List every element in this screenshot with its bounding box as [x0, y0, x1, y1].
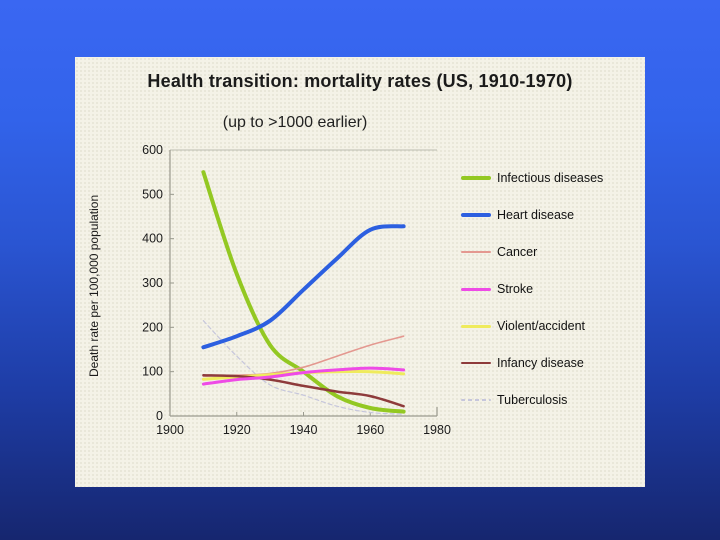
legend-item: [461, 170, 603, 186]
chart-title: Health transition: mortality rates (US, 1910-1970): [147, 71, 573, 91]
legend-label: Violent/accident: [497, 319, 586, 333]
y-tick-label: 400: [142, 231, 163, 246]
line-chart-plot: [142, 143, 460, 450]
legend-swatch: [461, 399, 491, 401]
legend-swatch: [461, 251, 491, 253]
legend-label: Cancer: [497, 245, 538, 259]
y-tick-label: 200: [142, 320, 163, 335]
legend-swatch: [461, 325, 491, 328]
legend-swatch: [461, 176, 491, 180]
x-tick-label: 1920: [222, 423, 251, 437]
y-tick-label: 300: [142, 276, 163, 290]
legend-label: Tuberculosis: [497, 393, 568, 407]
chart-legend: [461, 170, 603, 408]
legend-item: [461, 244, 603, 260]
y-tick-label: 600: [142, 143, 163, 157]
legend-item: [461, 281, 603, 297]
series-line-heart-disease: [203, 226, 403, 347]
y-axis-label: Death rate per 100,000 population: [87, 194, 101, 378]
legend-label: Stroke: [497, 282, 534, 296]
legend-label: Heart disease: [497, 208, 575, 222]
legend-swatch: [461, 213, 491, 217]
x-tick-label: 1900: [156, 423, 184, 437]
x-tick-label: 1980: [423, 423, 451, 437]
legend-item: [461, 207, 603, 223]
legend-label: Infectious diseases: [497, 171, 604, 185]
legend-swatch: [461, 362, 491, 365]
x-tick-label: 1940: [289, 423, 318, 437]
legend-swatch: [461, 288, 491, 291]
x-tick-label: 1960: [356, 423, 385, 437]
y-tick-label: 100: [142, 364, 163, 379]
legend-item: [461, 355, 603, 371]
y-tick-label: 0: [156, 409, 163, 423]
legend-label: Infancy disease: [497, 356, 584, 370]
chart-panel: [75, 57, 645, 487]
chart-subtitle: (up to >1000 earlier): [222, 114, 368, 131]
legend-item: [461, 392, 603, 408]
y-tick-label: 500: [142, 187, 163, 202]
legend-item: [461, 318, 603, 334]
